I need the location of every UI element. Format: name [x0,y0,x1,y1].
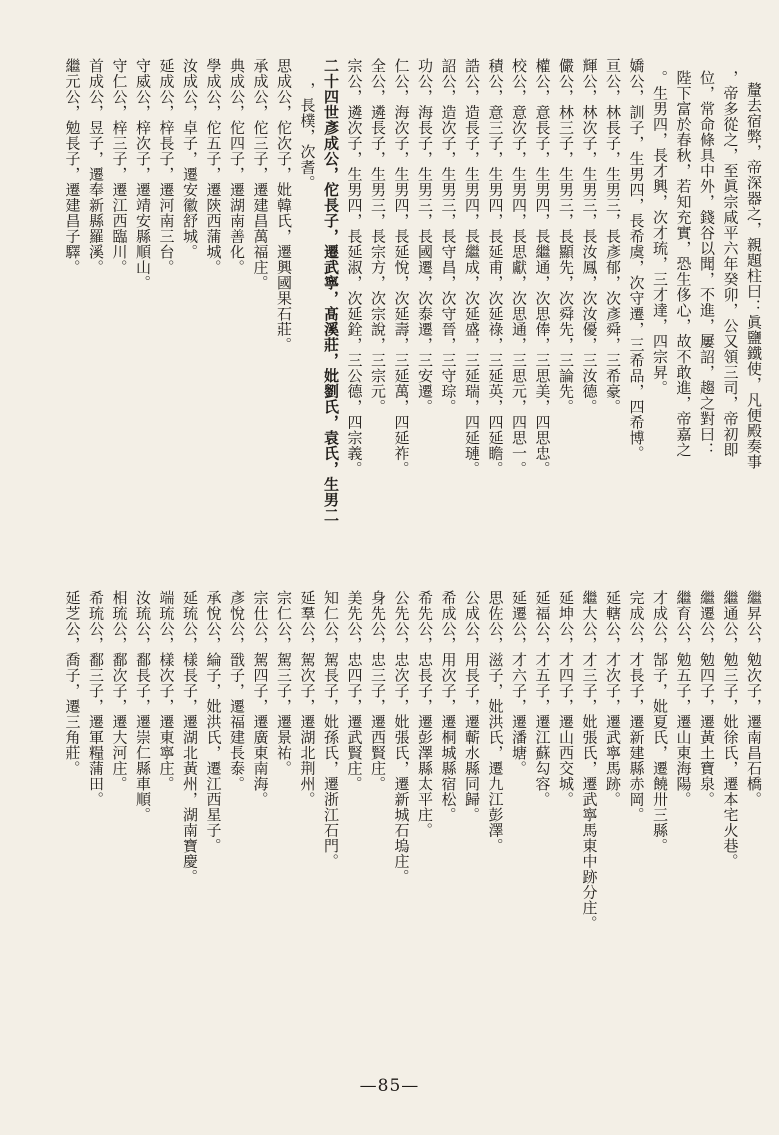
genealogy-entry: 延坤公，才四子，遷山西交城。 [557,590,575,807]
genealogy-entry: 繼遷公，勉四子，遷黃土寶泉。 [698,590,716,807]
genealogy-entry: 誥公，造長子，生男四，長繼成，次延盛，三延瑞，四延璉。 [463,58,481,477]
genealogy-entry: 公成公，用長子，遷蘄水縣同歸。 [463,590,481,823]
genealogy-entry: 學成公，佗五子，遷陝西蒲城。 [204,58,223,275]
genealogy-entry: 延芝公，喬子，遷三角莊。 [63,590,82,776]
genealogy-entry: 希琉公，鄱三子，遷軍糧蒲田。 [87,590,105,807]
genealogy-entry: 承成公，佗三子，遷建昌萬福庄。 [251,58,270,291]
genealogy-entry: ，長樸，次耆。 [298,82,317,191]
genealogy-entry: 詔公，造次子，生男三，長守昌，次守晉，三守琮。 [439,58,458,415]
upper-text-block [10,58,765,528]
genealogy-entry: 繼通公，勉三子，妣徐氏，遷本宅火巷。 [721,590,740,869]
genealogy-entry: 宗仕公，駕四子，遷廣東南海。 [251,590,270,807]
genealogy-entry: 延琉公，樣長子，遷湖北黃州，湖南寶慶。 [181,590,199,885]
genealogy-entry: 守威公，梓次子，遷靖安縣順山。 [134,58,152,291]
genealogy-entry: 釐去宿弊，帝深器之，親題柱曰：眞鹽鐵使，凡便殿奏事 [745,82,763,470]
genealogy-entry: 宗仁公，駕三子，遷景祐。 [275,590,293,776]
page-number: —85— [359,1076,420,1096]
genealogy-entry: 宗公，遴次子，生男四，長延淑，次延銓，三公德，四宗義。 [345,58,364,477]
genealogy-entry: 相琉公，鄱次子，遷大河庄。 [110,590,129,792]
genealogy-entry: 積公，意三子，生男四，長延甫，次延祿，三延英，四延瞻。 [486,58,505,477]
genealogy-entry: 仁公，海次子，生男四，長延悅，次延壽，三延萬，四延祚。 [392,58,411,477]
genealogy-entry: 承悅公，綸子，妣洪氏，遷江西星子。 [204,590,223,854]
generation-heading: 二十四世彥成公，佗長子，遷武寧，髙溪莊，妣劉氏，袁氏，生男二 [322,58,340,523]
genealogy-entry: 繼元公，勉長子，遷建昌子驛。 [63,58,82,275]
genealogy-entry: 典成公，佗四子，遷湖南善化。 [228,58,246,275]
genealogy-entry: 位，常命條具中外，錢谷以聞，不進，屢詔，趨之對曰： [698,70,716,458]
genealogy-entry: 汝成公，卓子，遷安徽舒城。 [181,58,199,260]
genealogy-entry: 權公，意長子，生男四，長繼通，次思俸，三思美，四思忠。 [533,58,552,477]
genealogy-entry: 希成公，用次子，遷桐城縣宿松。 [439,590,458,823]
genealogy-entry: 亘公，林長子，生男三，長彥郁，次彥舜，三希豪。 [604,58,622,415]
genealogy-entry: ，帝多從之，至眞宗咸平六年癸卯，公又領三司，帝初即 [721,70,740,458]
genealogy-entry: 才成公，郜子，妣夏氏，遷饒卅三縣。 [651,590,669,854]
genealogy-entry: 公先公，忠次子，妣張氏，遷新城石塢庄。 [392,590,411,885]
genealogy-entry: 陛下富於春秋，若知充實，恐生侈心，故不敢進，帝嘉之 [674,70,693,458]
genealogy-entry: 端琉公，樣次子，遷東寧庄。 [157,590,176,792]
genealogy-entry: 思佐公，滋子，妣洪氏，遷九江彭澤。 [486,590,505,854]
genealogy-entry: 美先公，忠四子，遷武賢庄。 [345,590,364,792]
genealogy-entry: 功公，海長子，生男三，長國遷，次泰遷，三安遷。 [416,58,434,415]
lower-text-block [30,590,765,931]
genealogy-entry: 彥悅公，戩子，遷福建長泰。 [228,590,246,792]
genealogy-entry: 嬌公，訓子，生男四，長希虞，次守遷，三希品，四希博。 [627,58,646,461]
genealogy-entry: 延羣公，駕次子，遷湖北荆州。 [298,590,317,807]
genealogy-entry: 校公，意次子，生男四，長思獻，次思通，三思元，四思一。 [510,58,528,477]
genealogy-entry: 延成公，梓長子，遷河南三台。 [157,58,176,275]
genealogy-entry: 繼大公，才三子，妣張氏，遷武寧馬東中跡分庄。 [580,590,599,931]
genealogy-entry: 全公，遴長子，生男三，長宗方，次宗說，三宗元。 [369,58,387,415]
genealogy-entry: 延遷公，才六子，遷潘塘。 [510,590,528,776]
genealogy-entry: 繼育公，勉五子，遷山東海陽。 [674,590,693,807]
genealogy-entry: 守仁公，梓三子，遷江西臨川。 [110,58,129,275]
genealogy-entry: 延福公，才五子，遷江蘇勾容。 [533,590,552,807]
genealogy-entry: 。生男四，長才興，次才琉，三才達，四宗昇。 [651,70,669,396]
genealogy-entry: 身先公，忠三子，遷西賢庄。 [369,590,387,792]
genealogy-entry: 延轄公，才次子，遷武寧馬跡。 [604,590,622,807]
genealogy-entry: 儼公，林三子，生男三，長顯先，次舜先，三論先。 [557,58,575,415]
genealogy-entry: 希先公，忠長子，遷彭澤縣太平庄。 [416,590,434,838]
genealogy-entry: 輝公，林次子，生男三，長汝鳳，次汝優，三汝德。 [580,58,599,415]
genealogy-entry: 完成公，才長子，遷新建縣赤岡。 [627,590,646,823]
genealogy-entry: 汝琉公，鄱長子，遷崇仁縣車順。 [134,590,152,823]
genealogy-entry: 首成公，昱子，遷奉新縣羅溪。 [87,58,105,275]
genealogy-entry: 思成公，佗次子，妣韓氏，遷興國果石莊。 [275,58,293,353]
genealogy-entry: 知仁公，駕長子，妣孫氏，遷浙江石門。 [322,590,340,869]
genealogy-entry: 繼昇公，勉次子，遷南昌石橋。 [745,590,763,807]
